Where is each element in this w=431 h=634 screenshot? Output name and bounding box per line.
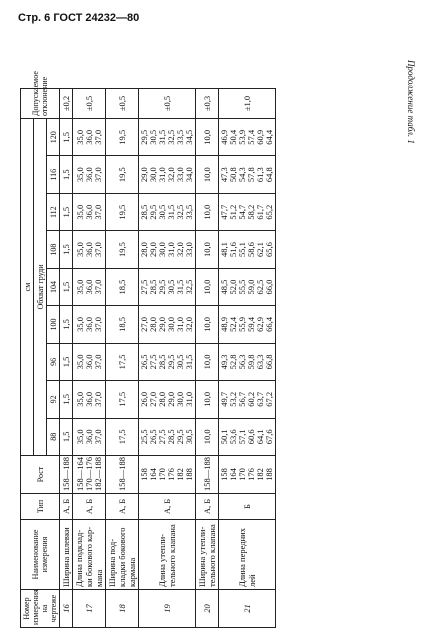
value: 57,4 [246,129,256,145]
chest-size-header: 116 [47,156,60,193]
value: 29,0 [166,391,176,407]
value: 36,0 [83,279,94,295]
chest-size-header: 92 [47,381,60,418]
height-value: 158—164 [74,457,85,491]
value: 30,0 [166,317,176,332]
value: 37,0 [92,242,103,258]
value-cell [139,231,196,268]
value: 29,0 [148,242,158,258]
row-name: Длина утепли- тельного клапана [139,520,196,590]
value: 32,5 [184,279,194,295]
value-cell [196,193,219,230]
value-cell [196,231,219,268]
value-cell [196,156,219,193]
value: 10,0 [201,129,212,145]
value: 52,4 [228,317,238,332]
value: 26,5 [148,429,158,445]
height-value: 182 [175,468,185,481]
value: 26,5 [139,354,149,370]
row-type: А, Б [73,494,106,520]
row-name: Ширина шлевки [60,520,73,590]
value: 35,0 [74,242,85,258]
height-value: 170 [237,468,247,481]
value: 29,5 [157,279,167,295]
value-cell [196,418,219,455]
row-number: 17 [73,590,106,628]
value-cell [196,343,219,380]
value-cell [219,231,276,268]
value: 1,5 [60,281,71,293]
value-cell [139,343,196,380]
value-cell [106,343,139,380]
col-header-type: Тип [21,494,60,520]
value-cell [106,306,139,343]
value: 48,9 [219,317,229,332]
value: 65,2 [264,204,274,220]
value: 33,5 [175,129,185,145]
value: 29,5 [166,354,176,370]
value: 34,5 [184,129,194,145]
table-row [219,89,276,628]
value: 31,0 [184,391,194,407]
value: 17,5 [116,391,127,407]
value: 10,0 [201,204,212,220]
row-tolerance: ±0,5 [139,89,196,119]
value: 28,0 [139,242,149,258]
value: 55,1 [237,242,247,258]
value: 57,1 [237,429,247,445]
value: 35,0 [74,167,85,183]
height-value: 164 [148,468,158,481]
value: 27,0 [148,391,158,407]
value: 1,5 [60,394,71,405]
value: 35,0 [74,129,85,145]
value: 55,5 [237,279,247,295]
value-cell [73,343,106,380]
value: 10,0 [201,429,212,445]
value: 49,3 [219,354,229,370]
value: 36,0 [83,354,94,370]
value: 58,2 [246,204,256,220]
value: 37,0 [92,429,103,445]
value: 56,7 [237,391,247,407]
value: 35,0 [74,354,85,370]
value: 60,6 [246,429,256,445]
row-type: А, Б [60,494,73,520]
value: 47,7 [219,204,229,220]
height-value: 188 [184,468,194,481]
value: 1,5 [60,131,71,143]
table-row [60,89,73,628]
value: 31,5 [175,279,185,295]
height-value: 158 [139,468,149,481]
value: 67,6 [264,429,274,445]
chest-size-header: 96 [47,343,60,380]
row-tolerance: ±0,5 [73,89,106,119]
value: 17,5 [116,429,127,445]
value: 64,8 [264,167,274,183]
value: 29,5 [148,204,158,220]
value: 47,3 [219,167,229,183]
value: 61,7 [255,204,265,220]
value: 60,9 [255,129,265,145]
value: 35,0 [74,279,85,295]
value: 1,5 [60,356,71,368]
value-cell [219,119,276,157]
value: 1,5 [60,169,71,181]
value-cell [139,381,196,418]
chest-size-header: 88 [47,418,60,455]
value: 31,0 [157,167,167,183]
value: 10,0 [201,391,212,407]
value: 35,0 [74,391,85,407]
value: 49,7 [219,391,229,407]
value: 37,0 [92,167,103,183]
value: 55,9 [237,317,247,332]
value-cell [106,231,139,268]
value: 1,5 [60,431,71,443]
value: 53,6 [228,429,238,445]
value: 48,5 [219,279,229,295]
value: 19,5 [116,242,127,258]
value: 54,3 [237,167,247,183]
value: 62,5 [255,279,265,295]
value: 31,0 [175,317,185,332]
value: 35,0 [74,317,85,332]
value: 62,1 [255,242,265,258]
value-cell [196,306,219,343]
value: 59,8 [246,354,256,370]
value: 31,5 [184,354,194,370]
value: 28,0 [148,317,158,332]
value-cell [73,306,106,343]
row-tolerance: ±0,5 [106,89,139,119]
value-cell [139,119,196,157]
value: 59,0 [246,279,256,295]
value: 17,5 [116,354,127,370]
value-cell [196,381,219,418]
value-cell [60,306,73,343]
row-number: 20 [196,590,219,628]
value: 10,0 [201,167,212,183]
value-cell [106,119,139,157]
height-value: 158 [219,468,229,481]
value: 30,5 [166,279,176,295]
row-type: Б [219,494,276,520]
chest-size-header: 100 [47,306,60,343]
value: 29,0 [139,167,149,183]
value: 30,0 [157,242,167,258]
chest-size-header: 108 [47,231,60,268]
value: 50,1 [219,429,229,445]
value-cell [60,156,73,193]
value: 29,0 [157,317,167,332]
value: 52,0 [228,279,238,295]
value: 66,0 [264,279,274,295]
value: 58,6 [246,242,256,258]
value: 32,5 [166,129,176,145]
row-type: А, Б [106,494,139,520]
measurements-table [20,71,276,628]
value: 28,5 [148,279,158,295]
value-cell [139,268,196,305]
value: 32,0 [166,167,176,183]
value: 36,0 [83,317,94,332]
value: 36,0 [83,429,94,445]
value: 18,5 [116,279,127,295]
measurements-table-rotated [20,71,414,628]
value: 53,9 [237,129,247,145]
value: 35,0 [74,429,85,445]
value-cell [219,268,276,305]
value: 10,0 [201,242,212,258]
row-number: 19 [139,590,196,628]
value: 36,0 [83,167,94,183]
row-type: А, Б [139,494,196,520]
col-header-chest-group: Обхват груди [34,119,47,456]
height-value: 158—188 [60,457,71,491]
value: 27,5 [148,354,158,370]
value: 19,5 [116,204,127,220]
value-cell [73,231,106,268]
value: 51,2 [228,204,238,220]
value-cell [219,156,276,193]
value: 46,9 [219,129,229,145]
value: 31,5 [157,129,167,145]
value: 67,2 [264,391,274,407]
value-cell [73,418,106,455]
table-row [106,89,139,628]
row-heights [139,456,196,494]
value: 56,3 [237,354,247,370]
value-cell [106,418,139,455]
value-cell [106,193,139,230]
value-cell [73,381,106,418]
value: 30,5 [175,354,185,370]
value: 19,5 [116,167,127,183]
value: 63,7 [255,391,265,407]
row-name: Длина передних лей [219,520,276,590]
value: 25,5 [139,429,149,445]
value-cell [60,343,73,380]
row-heights [73,456,106,494]
height-value: 170 [157,468,167,481]
value: 10,0 [201,279,212,295]
row-number: 18 [106,590,139,628]
height-value: 176 [246,468,256,481]
value: 36,0 [83,204,94,220]
row-heights [196,456,219,494]
chest-size-header: 112 [47,193,60,230]
row-tolerance: ±0,3 [196,89,219,119]
value-cell [139,306,196,343]
value: 63,3 [255,354,265,370]
value: 37,0 [92,129,103,145]
row-name: Ширина под- кладки бокового кармана [106,520,139,590]
col-header-name: Наименование измерения [21,520,60,590]
row-heights [60,456,73,494]
value: 30,5 [184,429,194,445]
value-cell [60,193,73,230]
row-tolerance: ±0,2 [60,89,73,119]
value: 27,5 [139,279,149,295]
row-number: 21 [219,590,276,628]
value: 51,6 [228,242,238,258]
value: 30,0 [175,391,185,407]
value: 1,5 [60,319,71,330]
row-number: 16 [60,590,73,628]
value: 37,0 [92,279,103,295]
value: 10,0 [201,354,212,370]
value: 60,2 [246,391,256,407]
table-row [139,89,196,628]
value-cell [73,156,106,193]
value-cell [106,268,139,305]
value: 37,0 [92,391,103,407]
value: 28,5 [157,354,167,370]
value: 28,5 [139,204,149,220]
value: 54,7 [237,204,247,220]
unit-label: см [21,119,34,456]
value: 28,0 [157,391,167,407]
chest-size-header: 104 [47,268,60,305]
value-cell [106,381,139,418]
value: 28,5 [166,429,176,445]
height-value: 182—188 [92,457,103,491]
row-name: Ширина утепли- тельного клапана [196,520,219,590]
row-heights [106,456,139,494]
value: 36,0 [83,129,94,145]
continuation-text: Продолжение табл. 1 [406,60,416,144]
value-cell [60,381,73,418]
value: 1,5 [60,244,71,255]
col-header-height: Рост [21,456,60,494]
value: 18,5 [116,317,127,332]
value: 32,0 [184,317,194,332]
height-value: 182 [255,468,265,481]
value: 30,0 [148,167,158,183]
value-cell [196,119,219,157]
value: 37,0 [92,204,103,220]
value: 64,1 [255,429,265,445]
height-value: 176 [166,468,176,481]
chest-size-header: 120 [47,119,60,157]
value-cell [196,268,219,305]
table-row [196,89,219,628]
value-cell [219,193,276,230]
value-cell [60,418,73,455]
value: 30,5 [157,204,167,220]
value-cell [73,193,106,230]
value: 53,2 [228,391,238,407]
page-header: Стр. 6 ГОСТ 24232—80 [18,12,140,24]
value: 26,0 [139,391,149,407]
table-body [60,89,276,628]
col-header-number: Номер измерения на чертеже [21,590,60,628]
value: 31,0 [166,242,176,258]
value-cell [139,418,196,455]
value: 35,0 [74,204,85,220]
value: 57,8 [246,167,256,183]
value-cell [219,418,276,455]
value: 32,0 [175,242,185,258]
value: 66,4 [264,317,274,332]
height-value: 188 [264,468,274,481]
value-cell [60,119,73,157]
value-cell [139,156,196,193]
value-cell [60,231,73,268]
value: 32,5 [175,204,185,220]
value: 62,9 [255,317,265,332]
height-value: 164 [228,468,238,481]
value-cell [106,156,139,193]
value: 10,0 [201,317,212,332]
value: 59,4 [246,317,256,332]
value-cell [73,119,106,157]
value: 31,5 [166,204,176,220]
height-value: 158—188 [116,457,127,491]
value: 33,0 [184,242,194,258]
value: 27,0 [139,317,149,332]
value: 37,0 [92,354,103,370]
value: 33,5 [184,204,194,220]
value: 27,5 [157,429,167,445]
row-heights [219,456,276,494]
value-cell [73,268,106,305]
value-cell [139,193,196,230]
value-cell [219,381,276,418]
value-cell [219,343,276,380]
row-tolerance: ±1,0 [219,89,276,119]
value: 65,6 [264,242,274,258]
value: 61,3 [255,167,265,183]
value: 30,5 [148,129,158,145]
row-type: А, Б [196,494,219,520]
value: 29,5 [139,129,149,145]
value: 29,5 [175,429,185,445]
height-value: 170—176 [83,457,94,491]
value: 50,8 [228,167,238,183]
value: 48,1 [219,242,229,258]
col-header-tolerance: Допускаемое отклонение [21,89,60,119]
value: 37,0 [92,317,103,332]
value: 36,0 [83,242,94,258]
value: 64,4 [264,129,274,145]
value: 52,8 [228,354,238,370]
value: 19,5 [116,129,127,145]
value: 50,4 [228,129,238,145]
height-value: 158—188 [201,457,212,491]
value-cell [60,268,73,305]
value: 1,5 [60,206,71,218]
value: 36,0 [83,391,94,407]
value: 33,0 [175,167,185,183]
value-cell [219,306,276,343]
value: 66,8 [264,354,274,370]
value: 34,0 [184,167,194,183]
row-name: Длина подклад- ки бокового кар- мана [73,520,106,590]
table-row [73,89,106,628]
